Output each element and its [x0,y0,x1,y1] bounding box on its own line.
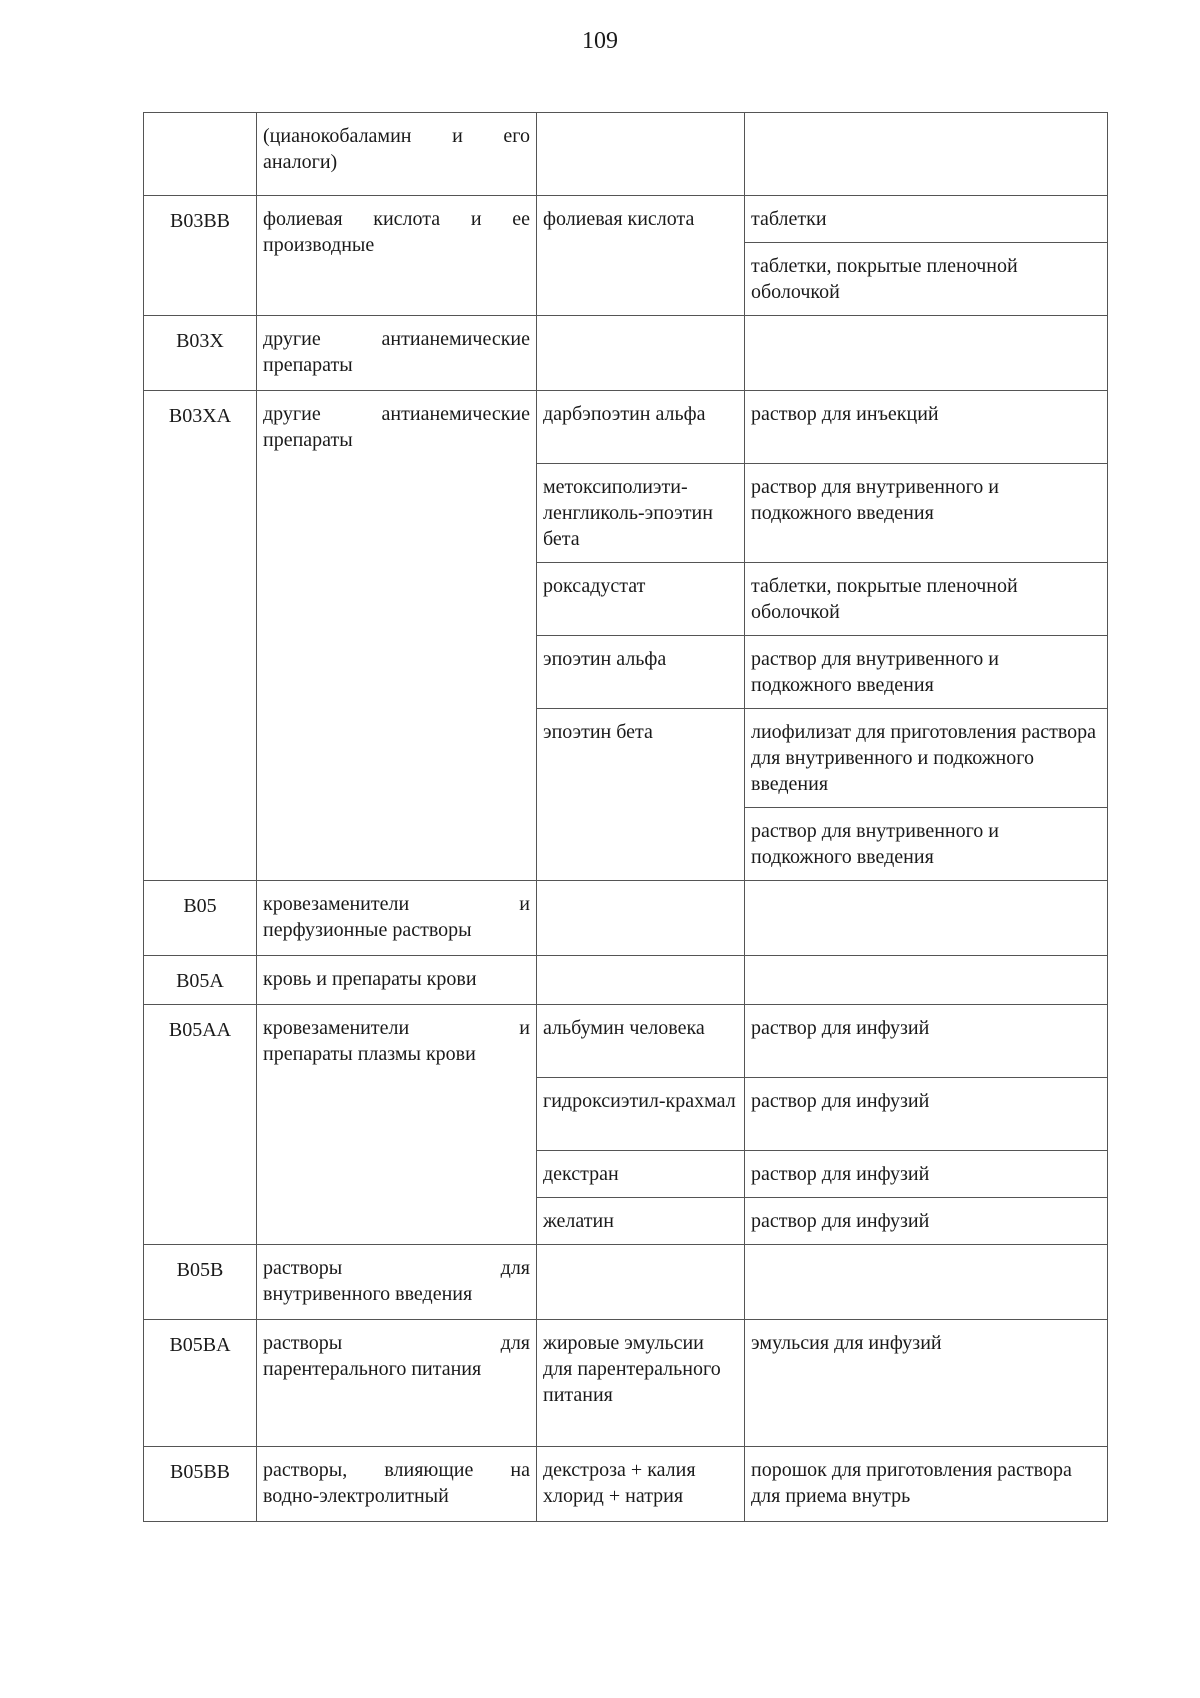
table-row [144,1320,1108,1447]
group-line: другие антианемические [263,403,530,425]
group-line: фолиевая кислота и ее [263,208,530,230]
atc-code-cell: B03X [144,316,257,391]
atc-code-cell: B05A [144,956,257,1005]
group-line: водно-электролитный [263,1485,449,1507]
form-cell: раствор для внутривенного и подкожного введения [745,464,1108,563]
atc-code-cell: B05B [144,1245,257,1320]
group-line: растворы для [263,1332,530,1354]
drug-cell: декстроза + калия хлорид + натрия [537,1447,745,1522]
group-line: производные [263,234,375,256]
table-row [144,881,1108,956]
table-row [144,1447,1108,1522]
group-line: препараты [263,354,353,376]
form-cell: таблетки, покрытые пленочной оболочкой [745,243,1108,316]
form-cell: лиофилизат для приготовления раствора для внутривенного и подкожного введения [745,709,1108,808]
table-row [144,1245,1108,1320]
form-cell [745,881,1108,956]
group-cell [257,1245,537,1320]
form-cell [745,1245,1108,1320]
form-cell: раствор для инфузий [745,1151,1108,1198]
drug-cell: альбумин человека [537,1005,745,1078]
drug-cell [537,881,745,956]
atc-code-cell [144,113,257,196]
group-line: препараты [263,429,353,451]
drug-cell: фолиевая кислота [537,196,745,316]
table-row [144,1005,1108,1078]
group-line: растворы для [263,1257,530,1279]
group-line: аналоги) [263,151,338,173]
form-cell: порошок для приготовления раствора для приема внутрь [745,1447,1108,1522]
group-cell [257,316,537,391]
atc-code-cell: B05BA [144,1320,257,1447]
table-row [144,391,1108,464]
drug-cell: гидроксиэтил-крахмал [537,1078,745,1151]
drug-cell: роксадустат [537,563,745,636]
drug-cell: метоксиполиэти-ленгликоль-эпоэтин бета [537,464,745,563]
drug-cell: эпоэтин бета [537,709,745,881]
form-cell: эмульсия для инфузий [745,1320,1108,1447]
group-cell [257,1320,537,1447]
form-cell: таблетки, покрытые пленочной оболочкой [745,563,1108,636]
drug-cell [537,316,745,391]
drug-cell: жировые эмульсии для парентерального питания [537,1320,745,1447]
group-line: перфузионные растворы [263,919,472,941]
group-cell [257,391,537,881]
group-cell: кровь и препараты крови [257,956,537,1005]
group-line: препараты плазмы крови [263,1043,476,1065]
drug-cell [537,1245,745,1320]
form-cell: раствор для инфузий [745,1005,1108,1078]
drug-cell: желатин [537,1198,745,1245]
form-cell [745,316,1108,391]
group-cell [257,881,537,956]
group-line: другие антианемические [263,328,530,350]
page-number: 109 [582,28,618,54]
atc-code-cell: B03BB [144,196,257,316]
form-cell [745,113,1108,196]
atc-code-cell: B03XA [144,391,257,881]
form-cell: таблетки [745,196,1108,243]
table-row [144,956,1108,1005]
group-cell [257,1447,537,1522]
group-cell [257,1005,537,1245]
drug-cell: эпоэтин альфа [537,636,745,709]
table-row [144,316,1108,391]
group-line: кровезаменители и [263,893,530,915]
group-cell [257,196,537,316]
form-cell: раствор для внутривенного и подкожного введения [745,808,1108,881]
drug-table [143,112,1108,1522]
form-cell: раствор для инфузий [745,1198,1108,1245]
form-cell: раствор для инфузий [745,1078,1108,1151]
form-cell: раствор для внутривенного и подкожного введения [745,636,1108,709]
table-row [144,113,1108,196]
form-cell [745,956,1108,1005]
atc-code-cell: B05BB [144,1447,257,1522]
drug-cell [537,956,745,1005]
group-line: растворы, влияющие на [263,1459,530,1481]
group-line: (цианокобаламин и его [263,125,530,147]
drug-cell: дарбэпоэтин альфа [537,391,745,464]
group-line: внутривенного введения [263,1283,473,1305]
atc-code-cell: B05AA [144,1005,257,1245]
group-line: кровезаменители и [263,1017,530,1039]
table-row [144,196,1108,243]
drug-cell: декстран [537,1151,745,1198]
group-cell [257,113,537,196]
group-line: парентерального питания [263,1358,482,1380]
form-cell: раствор для инъекций [745,391,1108,464]
drug-cell [537,113,745,196]
atc-code-cell: B05 [144,881,257,956]
